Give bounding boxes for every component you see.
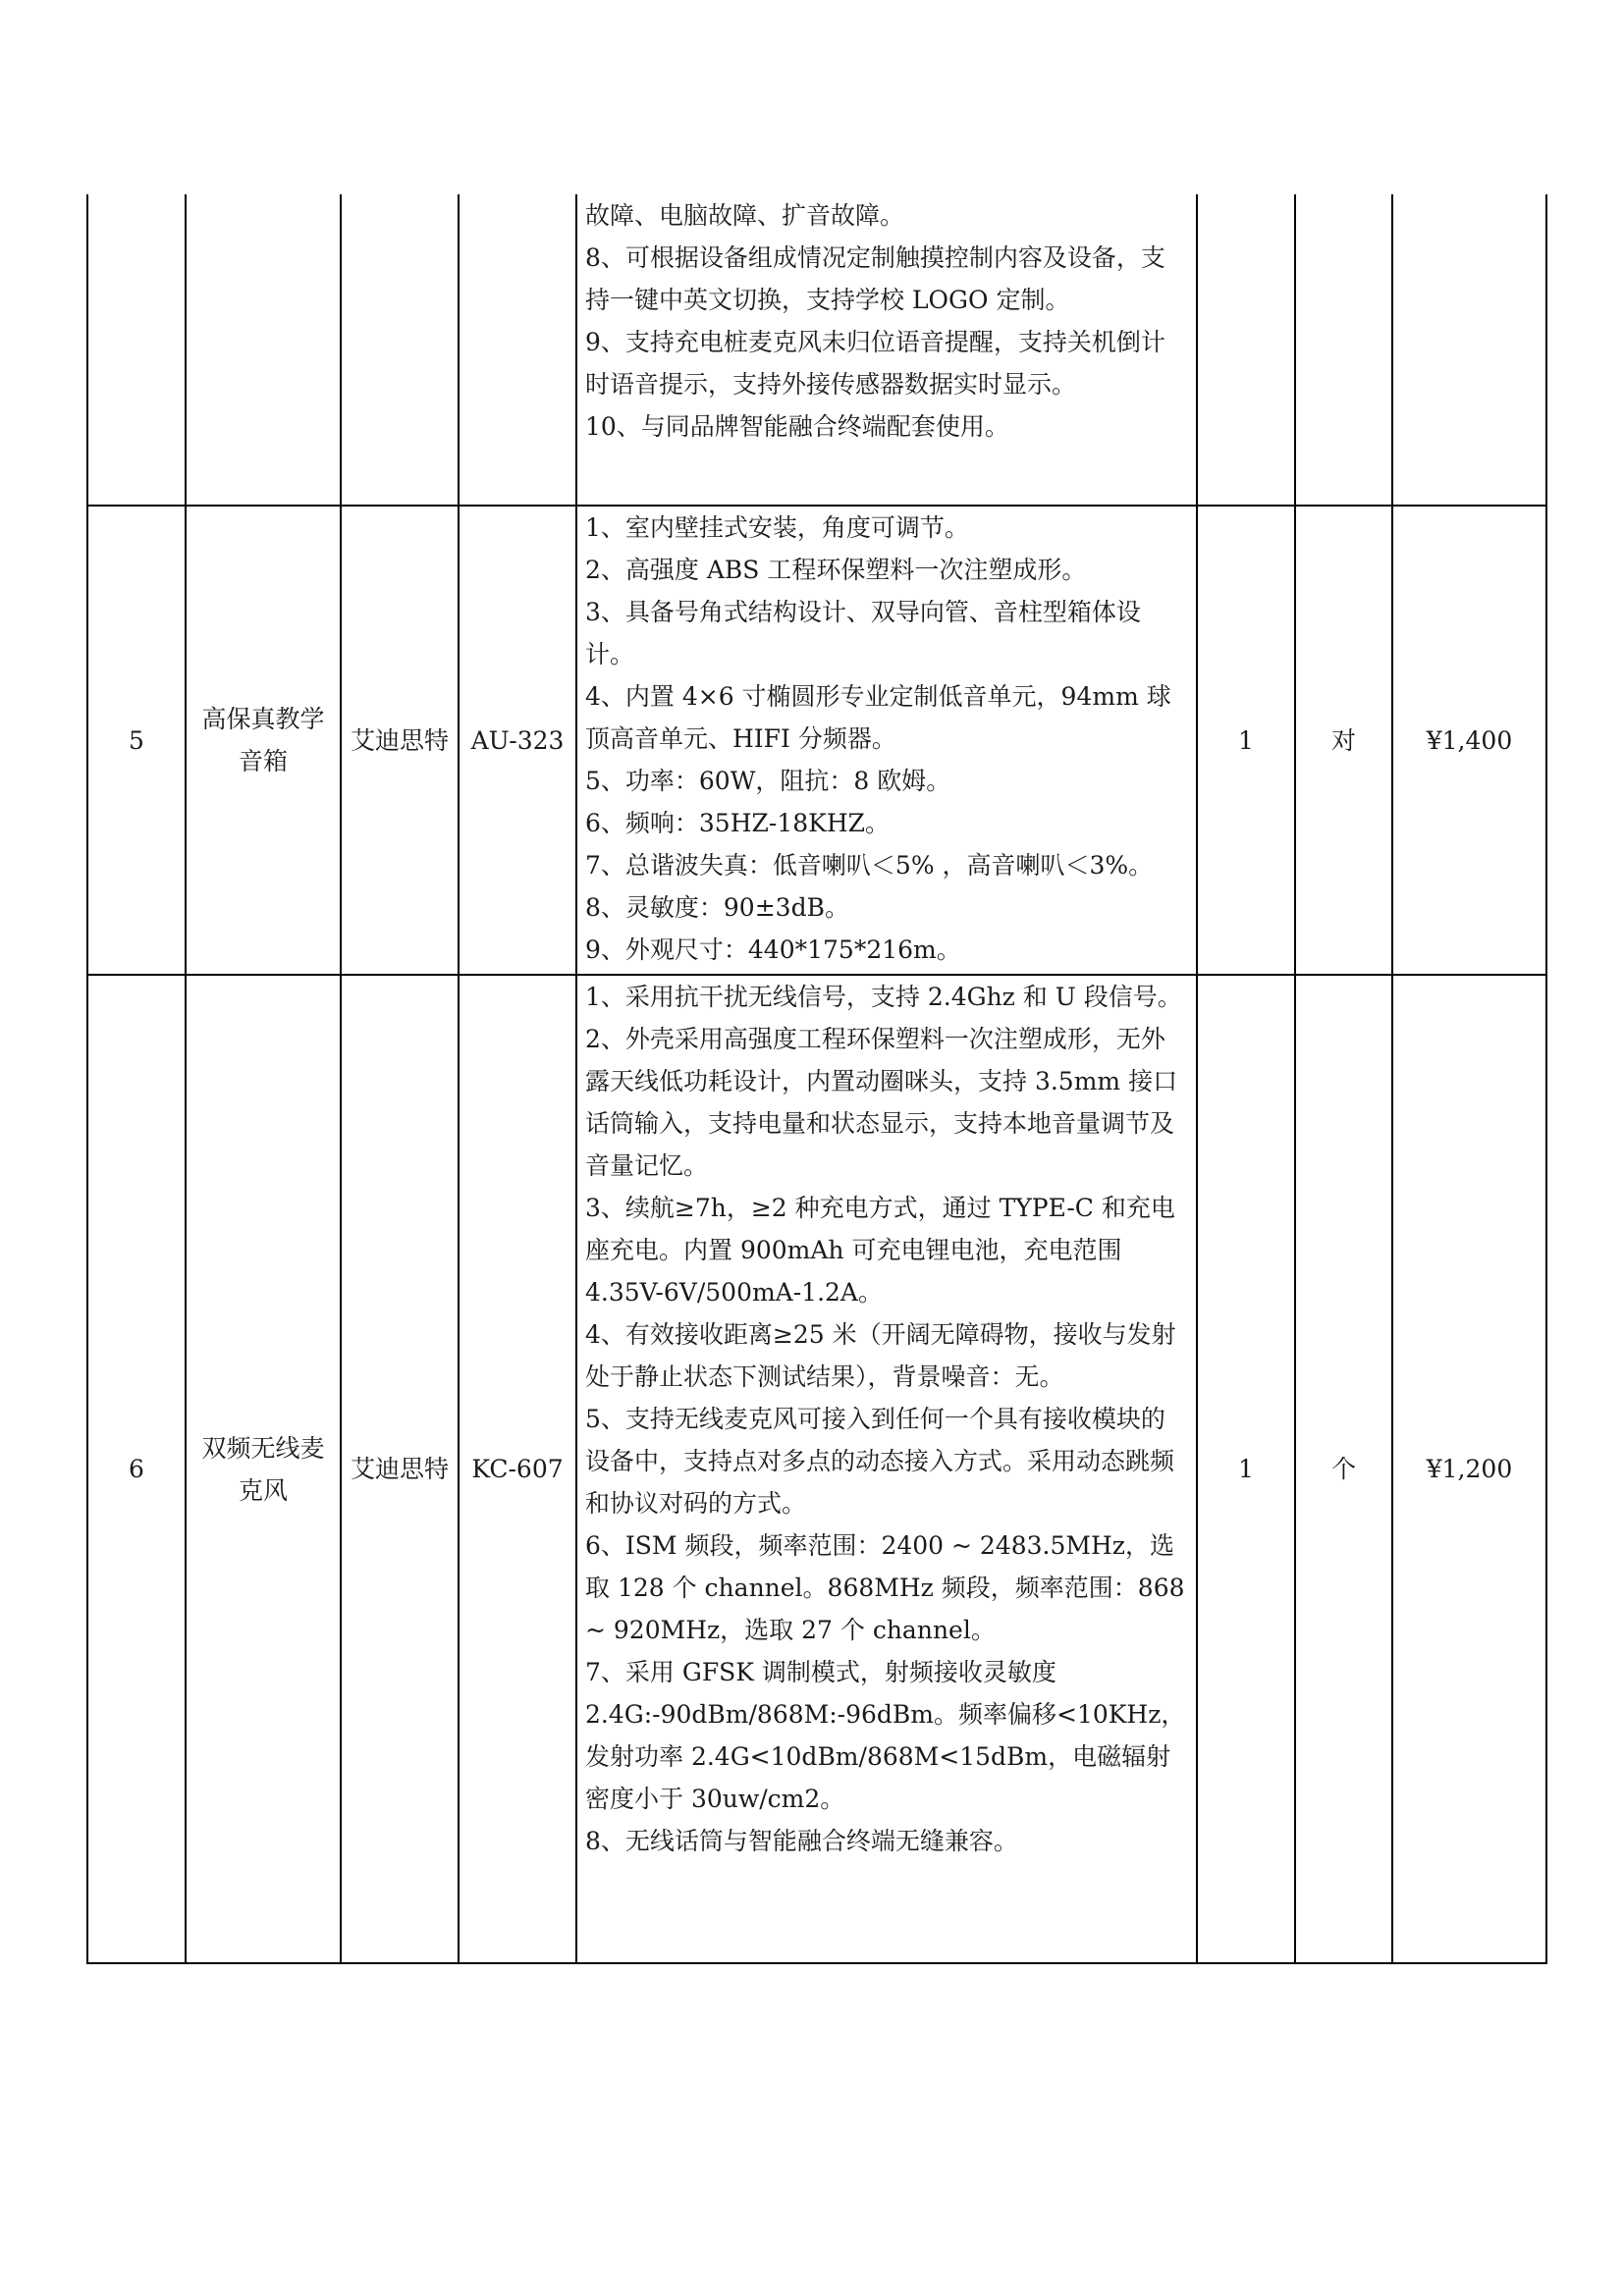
product-name bbox=[186, 194, 341, 506]
brand bbox=[341, 194, 459, 506]
spec-line: 8、灵敏度：90±3dB。 bbox=[585, 893, 849, 922]
price: ¥1,200 bbox=[1392, 975, 1546, 1963]
spec-line: 2、高强度 ABS 工程环保塑料一次注塑成形。 bbox=[585, 556, 1087, 584]
brand: 艾迪思特 bbox=[341, 975, 459, 1963]
unit: 个 bbox=[1295, 975, 1392, 1963]
spec-line: 5、功率：60W，阻抗：8 欧姆。 bbox=[585, 767, 951, 795]
spec-line: 故障、电脑故障、扩音故障。 bbox=[585, 201, 905, 230]
table-row bbox=[87, 194, 1546, 506]
spec-line: 4、有效接收距离≥25 米（开阔无障碍物，接收与发射处于静止状态下测试结果），背景噪音：无。 bbox=[585, 1320, 1176, 1391]
table-row bbox=[87, 506, 1546, 975]
model bbox=[459, 194, 576, 506]
unit: 对 bbox=[1295, 506, 1392, 975]
spec-line: 5、支持无线麦克风可接入到任何一个具有接收模块的设备中，支持点对多点的动态接入方式。采用动态跳频和协议对码的方式。 bbox=[585, 1405, 1175, 1518]
spec-line: 10、与同品牌智能融合终端配套使用。 bbox=[585, 412, 1009, 441]
spec-line: 1、采用抗干扰无线信号，支持 2.4Ghz 和 U 段信号。 bbox=[585, 983, 1182, 1011]
spec-line: 4、内置 4×6 寸椭圆形专业定制低音单元，94mm 球顶高音单元、HIFI 分频器。 bbox=[585, 682, 1171, 753]
spec-line: 1、室内壁挂式安装，角度可调节。 bbox=[585, 513, 969, 542]
product-spec-table bbox=[86, 194, 1547, 1964]
brand: 艾迪思特 bbox=[341, 506, 459, 975]
spec-line: 8、可根据设备组成情况定制触摸控制内容及设备，支持一键中英文切换，支持学校 LOGO 定制。 bbox=[585, 243, 1165, 314]
quantity: 1 bbox=[1197, 506, 1295, 975]
spec-line: 2、外壳采用高强度工程环保塑料一次注塑成形，无外露天线低功耗设计，内置动圈咪头，支持 3.5mm 接口话筒输入，支持电量和状态显示，支持本地音量调节及音量记忆。 bbox=[585, 1025, 1178, 1180]
price: ¥1,400 bbox=[1392, 506, 1546, 975]
spec-line: 7、采用 GFSK 调制模式，射频接收灵敏度 2.4G:-90dBm/868M:-96dBm。频率偏移<10KHz，发射功率 2.4G<10dBm/868M<15dBm，电磁辐射密度小于 30uw/cm2。 bbox=[585, 1658, 1186, 1813]
spec-line: 6、频响：35HZ-18KHZ。 bbox=[585, 809, 890, 837]
spec-line: 7、总谐波失真：低音喇叭＜5% ，高音喇叭＜3%。 bbox=[585, 851, 1154, 880]
model: KC-607 bbox=[459, 975, 576, 1963]
model: AU-323 bbox=[459, 506, 576, 975]
spec-line: 3、具备号角式结构设计、双导向管、音柱型箱体设计。 bbox=[585, 598, 1141, 668]
spec-description bbox=[576, 975, 1197, 1963]
quantity bbox=[1197, 194, 1295, 506]
item-number: 6 bbox=[87, 975, 186, 1963]
spec-line: 8、无线话筒与智能融合终端无缝兼容。 bbox=[585, 1827, 1018, 1855]
spec-description bbox=[576, 506, 1197, 975]
spec-line: 6、ISM 频段，频率范围：2400 ~ 2483.5MHz，选取 128 个 channel。868MHz 频段，频率范围：868 ~ 920MHz，选取 27 个 channel。 bbox=[585, 1531, 1185, 1644]
unit bbox=[1295, 194, 1392, 506]
quantity: 1 bbox=[1197, 975, 1295, 1963]
item-number: 5 bbox=[87, 506, 186, 975]
spec-line: 3、续航≥7h，≥2 种充电方式，通过 TYPE-C 和充电座充电。内置 900mAh 可充电锂电池，充电范围 4.35V-6V/500mA-1.2A。 bbox=[585, 1194, 1175, 1307]
product-name: 双频无线麦克风 bbox=[186, 975, 341, 1963]
product-name: 高保真教学音箱 bbox=[186, 506, 341, 975]
spec-description bbox=[576, 194, 1197, 506]
spec-line: 9、外观尺寸：440*175*216m。 bbox=[585, 935, 961, 964]
table-row bbox=[87, 975, 1546, 1963]
item-number bbox=[87, 194, 186, 506]
spec-line: 9、支持充电桩麦克风未归位语音提醒，支持关机倒计时语音提示，支持外接传感器数据实时显示。 bbox=[585, 328, 1165, 399]
price bbox=[1392, 194, 1546, 506]
